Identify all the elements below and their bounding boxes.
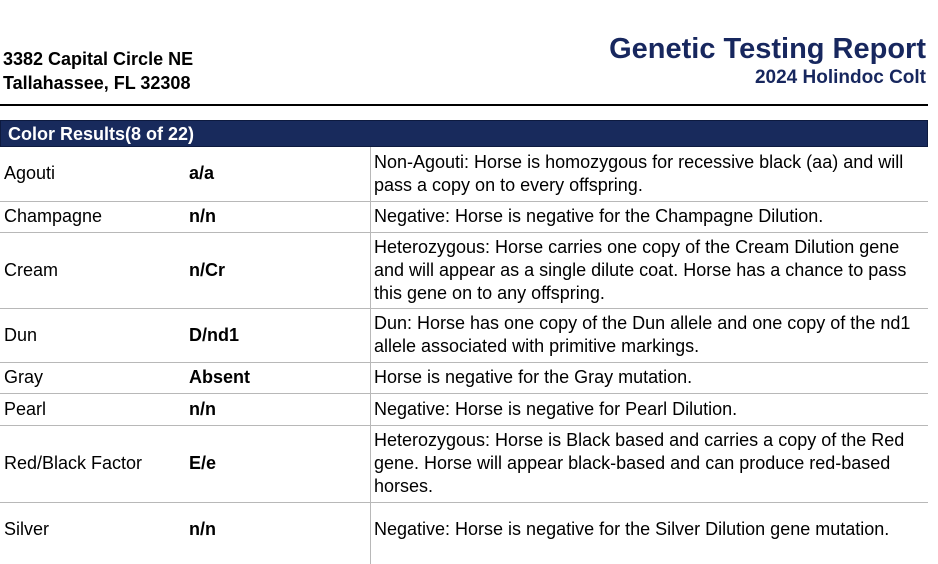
test-result: D/nd1 bbox=[189, 308, 374, 362]
trait-name: Pearl bbox=[0, 393, 189, 425]
table-row bbox=[0, 147, 928, 201]
trait-name: Dun bbox=[0, 308, 189, 362]
result-description: Heterozygous: Horse carries one copy of the Cream Dilution gene and will appear as a single dilute coat. Horse has a chance to pass this gene on to any offspring. bbox=[374, 232, 928, 308]
results-table bbox=[0, 147, 928, 556]
test-result: Absent bbox=[189, 362, 374, 393]
result-description: Negative: Horse is negative for the Champagne Dilution. bbox=[374, 201, 928, 232]
trait-name: Gray bbox=[0, 362, 189, 393]
header-divider bbox=[0, 104, 928, 106]
result-description: Heterozygous: Horse is Black based and carries a copy of the Red gene. Horse will appear black-based and can produce red-based horses. bbox=[374, 425, 928, 502]
result-description: Horse is negative for the Gray mutation. bbox=[374, 362, 928, 393]
trait-name: Red/Black Factor bbox=[0, 425, 189, 502]
table-row bbox=[0, 201, 928, 232]
table-row bbox=[0, 393, 928, 425]
test-result: E/e bbox=[189, 425, 374, 502]
trait-name: Silver bbox=[4, 518, 50, 539]
trait-name: Agouti bbox=[0, 147, 189, 201]
result-description: Non-Agouti: Horse is homozygous for recessive black (aa) and will pass a copy on to every offspring. bbox=[374, 147, 928, 201]
report-header bbox=[0, 0, 938, 106]
table-row bbox=[0, 232, 928, 308]
test-result: n/Cr bbox=[189, 232, 374, 308]
test-result: n/n bbox=[189, 393, 374, 425]
test-result: n/n bbox=[189, 518, 216, 539]
table-row bbox=[0, 425, 928, 502]
trait-name: Cream bbox=[0, 232, 189, 308]
report-title-block bbox=[609, 33, 926, 90]
results-table-body bbox=[0, 147, 928, 556]
address-line-1: 3382 Capital Circle NE bbox=[3, 49, 194, 69]
result-description: Dun: Horse has one copy of the Dun allele and one copy of the nd1 allele associated with primitive markings. bbox=[374, 308, 928, 362]
address-line-2: Tallahassee, FL 32308 bbox=[3, 73, 191, 93]
column-divider bbox=[370, 147, 371, 564]
table-row bbox=[0, 362, 928, 393]
section-title: Color Results(8 of 22) bbox=[0, 120, 928, 147]
table-row bbox=[0, 502, 928, 556]
test-result: n/n bbox=[189, 201, 374, 232]
trait-name: Champagne bbox=[0, 201, 189, 232]
result-description: Negative: Horse is negative for Pearl Dilution. bbox=[374, 393, 928, 425]
result-description: Negative: Horse is negative for the Silver Dilution gene mutation. bbox=[374, 518, 890, 539]
report-subtitle: 2024 Holindoc Colt bbox=[754, 67, 926, 88]
lab-address bbox=[3, 47, 193, 95]
table-row bbox=[0, 308, 928, 362]
color-results-section bbox=[0, 120, 928, 556]
test-result: a/a bbox=[189, 147, 374, 201]
report-title: Genetic Testing Report bbox=[609, 33, 926, 65]
